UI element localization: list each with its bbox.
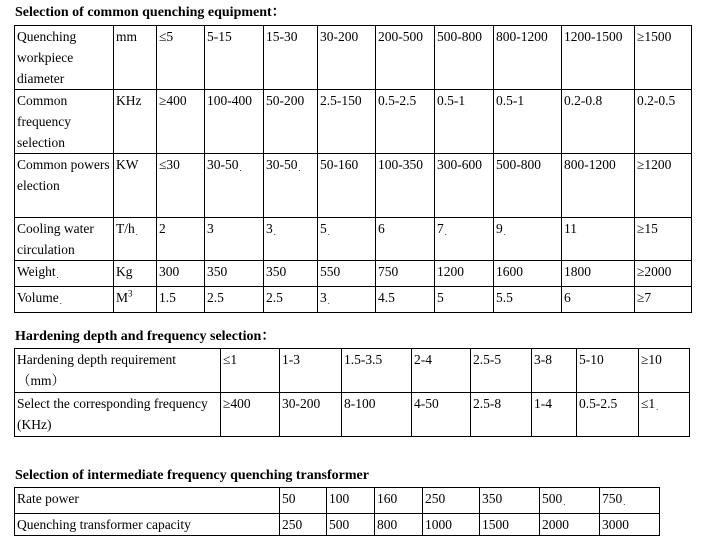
value-cell: 5 <box>435 287 494 313</box>
value-cell: 15-30 <box>264 26 318 90</box>
value-cell <box>264 218 318 261</box>
table-row <box>15 218 692 261</box>
value-cell: ≤30 <box>157 154 205 218</box>
value-cell: 100 <box>327 488 375 514</box>
value-cell: 100-350 <box>376 154 435 218</box>
value-cell: 0.2-0.5 <box>635 90 692 154</box>
value-text: 750 . <box>602 491 625 506</box>
table-row <box>15 393 690 437</box>
value-cell: 1200 <box>435 261 494 287</box>
value-cell: ≥10 <box>639 349 690 393</box>
value-cell: ≥400 <box>157 90 205 154</box>
value-cell: 1600 <box>494 261 562 287</box>
value-cell: 50-200 <box>264 90 318 154</box>
value-text: 5 . <box>320 221 330 236</box>
value-cell <box>264 154 318 218</box>
value-cell: 2000 <box>540 514 600 536</box>
value-cell: 0.5-2.5 <box>376 90 435 154</box>
label-text: Volume . <box>17 290 62 305</box>
row-label <box>15 261 114 287</box>
unit-text: T/h . <box>116 221 138 236</box>
value-cell: 2.5-150 <box>318 90 376 154</box>
equipment-table <box>14 25 692 313</box>
value-cell: 300 <box>157 261 205 287</box>
value-cell <box>318 287 376 313</box>
value-text: 3 . <box>320 290 330 305</box>
value-cell: 800-1200 <box>494 26 562 90</box>
value-cell: 50-160 <box>318 154 376 218</box>
value-cell: 300-600 <box>435 154 494 218</box>
value-cell: 6 <box>376 218 435 261</box>
value-text: 30-50 . <box>266 157 301 172</box>
row-label: Hardening depth requirement （mm） <box>15 349 221 393</box>
value-cell: 350 <box>205 261 264 287</box>
value-cell: 1-3 <box>280 349 342 393</box>
value-cell <box>600 488 660 514</box>
value-cell: ≤5 <box>157 26 205 90</box>
value-cell: 1-4 <box>532 393 577 437</box>
table-row <box>15 514 660 536</box>
value-cell: 5-15 <box>205 26 264 90</box>
value-cell: 6 <box>562 287 635 313</box>
row-label: Common frequency selection <box>15 90 114 154</box>
value-cell <box>205 154 264 218</box>
value-cell: 0.5-1 <box>435 90 494 154</box>
value-cell: 2.5 <box>264 287 318 313</box>
value-text: 3 . <box>266 221 276 236</box>
value-cell <box>435 218 494 261</box>
value-cell: 1.5 <box>157 287 205 313</box>
value-cell <box>494 218 562 261</box>
value-cell: 1.5-3.5 <box>342 349 412 393</box>
row-label: Cooling water circulation <box>15 218 114 261</box>
value-cell: 500-800 <box>435 26 494 90</box>
value-cell: 0.5-2.5 <box>577 393 639 437</box>
value-cell: ≥7 <box>635 287 692 313</box>
value-cell: 3-8 <box>532 349 577 393</box>
value-cell: 500 <box>327 514 375 536</box>
value-cell: 750 <box>376 261 435 287</box>
value-cell: 350 <box>480 488 540 514</box>
value-cell: 350 <box>264 261 318 287</box>
value-cell: 250 <box>423 488 480 514</box>
value-cell: 2.5-5 <box>471 349 532 393</box>
value-cell: 30-200 <box>280 393 342 437</box>
table-row <box>15 90 692 154</box>
value-cell: ≥15 <box>635 218 692 261</box>
row-label: Quenching transformer capacity <box>15 514 280 536</box>
row-label <box>15 287 114 313</box>
value-cell: 1000 <box>423 514 480 536</box>
unit-superscript: 3 <box>128 288 133 299</box>
value-cell: 11 <box>562 218 635 261</box>
value-cell: 250 <box>280 514 327 536</box>
table-row <box>15 488 660 514</box>
table-row <box>15 287 692 313</box>
section-title-transformer: Selection of intermediate frequency quenching transformer <box>15 468 369 483</box>
value-cell: 4.5 <box>376 287 435 313</box>
value-cell: 2.5 <box>205 287 264 313</box>
value-cell: 1200-1500 <box>562 26 635 90</box>
row-label: Common powerselection <box>15 154 114 218</box>
unit-cell: mm <box>114 26 157 90</box>
value-cell: 1800 <box>562 261 635 287</box>
table-row <box>15 26 692 90</box>
row-label: Select the corresponding frequency (KHz) <box>15 393 221 437</box>
value-cell: 160 <box>375 488 423 514</box>
unit-cell <box>114 287 157 313</box>
section-title-hardening: Hardening depth and frequency selection： <box>15 329 276 344</box>
table-row <box>15 154 692 218</box>
value-cell: 200-500 <box>376 26 435 90</box>
hardening-table <box>14 348 690 437</box>
value-text: 9 . <box>496 221 506 236</box>
value-text: 30-50 . <box>207 157 242 172</box>
value-cell: 2-4 <box>412 349 471 393</box>
value-cell: 8-100 <box>342 393 412 437</box>
value-cell: 2.5-8 <box>471 393 532 437</box>
value-text: 7 . <box>437 221 447 236</box>
unit-cell: KW <box>114 154 157 218</box>
value-cell: 5.5 <box>494 287 562 313</box>
value-cell: ≥1500 <box>635 26 692 90</box>
value-cell: 800-1200 <box>562 154 635 218</box>
value-cell: 3000 <box>600 514 660 536</box>
value-cell: 3 <box>205 218 264 261</box>
value-cell: 550 <box>318 261 376 287</box>
unit-cell: Kg <box>114 261 157 287</box>
value-cell: ≥2000 <box>635 261 692 287</box>
value-text: 500 . <box>542 491 565 506</box>
value-cell: 0.2-0.8 <box>562 90 635 154</box>
value-cell: 100-400 <box>205 90 264 154</box>
table-row <box>15 261 692 287</box>
table-row <box>15 349 690 393</box>
value-cell <box>318 218 376 261</box>
row-label: Rate power <box>15 488 280 514</box>
unit-cell: KHz <box>114 90 157 154</box>
value-cell: 4-50 <box>412 393 471 437</box>
value-cell: 0.5-1 <box>494 90 562 154</box>
value-cell: 1500 <box>480 514 540 536</box>
value-cell: 500-800 <box>494 154 562 218</box>
unit-text: M <box>116 290 129 305</box>
value-cell: ≤1 <box>221 349 280 393</box>
label-text: Weight . <box>17 264 59 279</box>
row-label: Quenching workpiece diameter <box>15 26 114 90</box>
value-cell: ≥1200 <box>635 154 692 218</box>
value-text: ≤1 . <box>641 396 658 411</box>
value-cell: 30-200 <box>318 26 376 90</box>
value-cell: 2 <box>157 218 205 261</box>
value-cell: 50 <box>280 488 327 514</box>
unit-cell <box>114 218 157 261</box>
value-cell <box>540 488 600 514</box>
value-cell: 800 <box>375 514 423 536</box>
transformer-table <box>14 487 660 536</box>
section-title-equipment: Selection of common quenching equipment： <box>15 5 286 20</box>
value-cell <box>639 393 690 437</box>
value-cell: ≥400 <box>221 393 280 437</box>
value-cell: 5-10 <box>577 349 639 393</box>
